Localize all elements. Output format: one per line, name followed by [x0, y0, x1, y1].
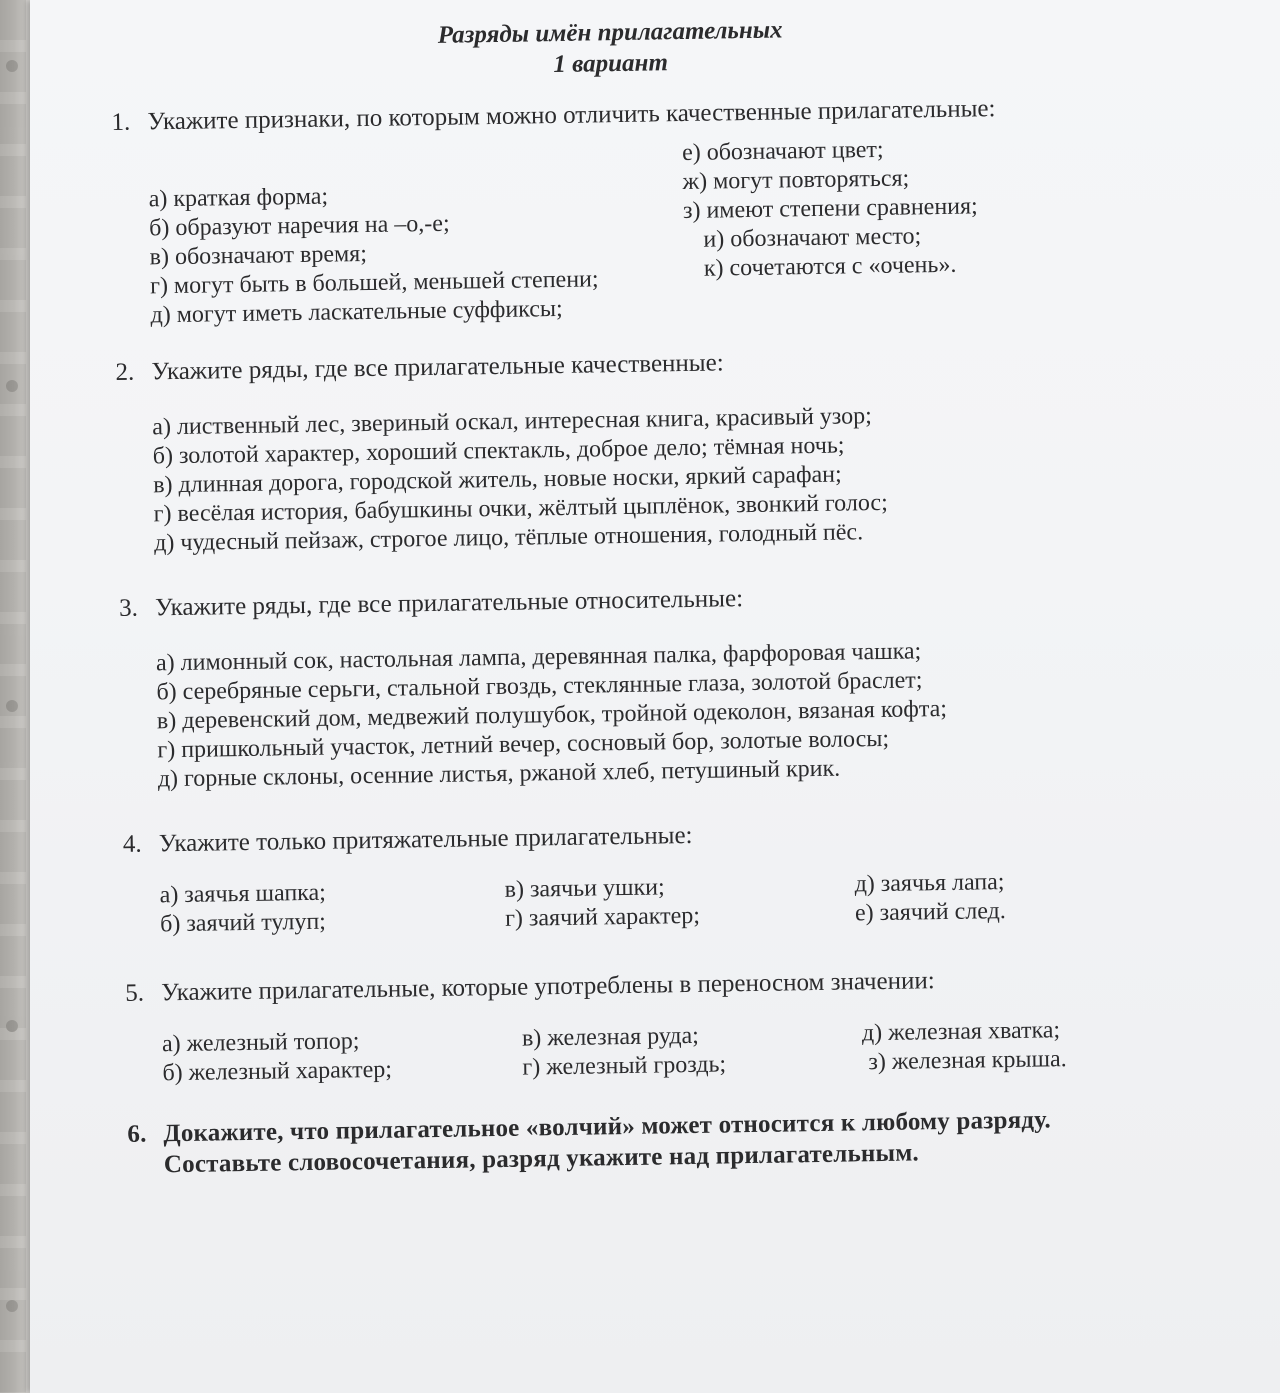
option: в) обозначают время;: [149, 240, 368, 271]
options-column: [522, 1021, 727, 1082]
question-4: [123, 812, 1205, 944]
question-1-options: [112, 131, 1195, 329]
options-column: [854, 868, 1006, 928]
option: в) длинная дорога, городской житель, новые носки, яркий сарафан;: [153, 461, 842, 499]
option: б) образуют наречия на –о,-е;: [148, 210, 450, 242]
option: к) сочетаются с «очень».: [703, 251, 957, 282]
option: г) железный гроздь;: [522, 1051, 727, 1081]
option: б) железный характер;: [162, 1056, 393, 1087]
question-text: Укажите признаки, по которым можно отличить качественные прилагательные:: [147, 95, 996, 136]
question-4-options: [159, 865, 1204, 943]
question-1: [111, 90, 1194, 329]
question-5-options: [162, 1014, 1207, 1092]
question-number: 3.: [118, 594, 139, 622]
option: б) серебряные серьги, стальной гвоздь, стеклянные глаза, золотой браслет;: [156, 667, 923, 706]
option: в) заячьи ушки;: [504, 874, 665, 903]
option: з) железная крыша.: [868, 1046, 1067, 1076]
question-1-prompt: [111, 90, 1191, 138]
option: б) заячий тулуп;: [159, 908, 327, 938]
option: е) заячий след.: [854, 898, 1006, 927]
option: д) чудесный пейзаж, строгое лицо, тёплые отношения, голодный пёс.: [153, 519, 864, 557]
question-2: [115, 340, 1198, 559]
question-5: [125, 961, 1207, 1093]
option: д) могут иметь ласкательные суффиксы;: [150, 295, 563, 329]
option: з) имеют степени сравнения;: [682, 193, 978, 225]
question-5-prompt: [125, 961, 1205, 1009]
option: а) лиственный лес, звериный оскал, интересная книга, красивый узор;: [152, 403, 873, 441]
option: в) железная руда;: [521, 1022, 700, 1052]
question-3-prompt: [119, 576, 1199, 624]
title-line-2: 1 вариант: [553, 49, 669, 79]
option: а) краткая форма;: [148, 183, 329, 213]
option: г) заячий характер;: [504, 902, 701, 932]
binder-hole: [6, 1300, 18, 1312]
option: а) заячья шапка;: [159, 879, 327, 909]
option: г) пришкольный участок, летний вечер, сосновый бор, золотые волосы;: [157, 725, 890, 764]
question-3-options: [156, 633, 1202, 794]
question-4-prompt: [123, 812, 1203, 860]
question-text: Укажите только притяжательные прилагательные:: [158, 821, 693, 858]
option: в) деревенский дом, медвежий полушубок, тройной одеколон, вязаная кофта;: [156, 695, 948, 735]
binder-hole: [6, 380, 18, 392]
worksheet-content: [110, 8, 1208, 1181]
option: г) могут быть в большей, меньшей степени;: [149, 266, 599, 300]
binder-edge: [0, 0, 26, 1393]
question-number: 5.: [125, 979, 145, 1007]
question-text: Укажите ряды, где все прилагательные качественные:: [151, 349, 724, 386]
options-column: [162, 1027, 392, 1089]
question-2-prompt: [115, 340, 1195, 388]
question-number: 4.: [122, 830, 142, 858]
question-number: 6.: [127, 1120, 147, 1148]
question-6-line-2: Составьте словосочетания, разряд укажите над прилагательным.: [163, 1139, 920, 1179]
options-left-column: [149, 178, 600, 330]
option: и) обозначают место;: [703, 223, 922, 253]
paper-sheet: [30, 0, 1280, 1393]
binder-hole: [6, 1020, 18, 1032]
question-text: Докажите, что прилагательное «волчий» может относится к любому разряду.: [163, 1106, 1052, 1148]
question-3: [119, 576, 1202, 795]
options-column: [504, 873, 700, 934]
question-text: Укажите прилагательные, которые употреблены в переносном значении:: [160, 967, 935, 1007]
question-number: 2.: [115, 358, 135, 386]
option: д) заячья лапа;: [854, 869, 1005, 898]
option: а) железный топор;: [161, 1028, 360, 1058]
option: а) лимонный сок, настольная лампа, деревянная палка, фарфоровая чашка;: [155, 638, 922, 677]
binder-hole: [6, 700, 18, 712]
question-text: Укажите ряды, где все прилагательные относительные:: [154, 585, 744, 622]
question-number: 1.: [111, 108, 131, 136]
options-right-column: [682, 134, 979, 284]
options-column: [862, 1016, 1067, 1077]
question-2-options: [152, 397, 1198, 558]
question-6: [127, 1102, 1208, 1181]
binder-hole: [6, 60, 18, 72]
option: б) золотой характер, хороший спектакль, доброе дело; тёмная ночь;: [152, 432, 845, 470]
title-line-1: Разряды имён прилагательных: [437, 16, 783, 49]
worksheet-title: [110, 9, 1111, 87]
option: ж) могут повторяться;: [682, 165, 910, 196]
options-column: [159, 879, 326, 940]
option: е) обозначают цвет;: [681, 136, 884, 167]
option: д) железная хватка;: [861, 1017, 1061, 1047]
option: г) весёлая история, бабушкины очки, жёлтый цыплёнок, звонкий голос;: [153, 489, 888, 528]
option: д) горные склоны, осенние листья, ржаной хлеб, петушиный крик.: [157, 755, 841, 793]
